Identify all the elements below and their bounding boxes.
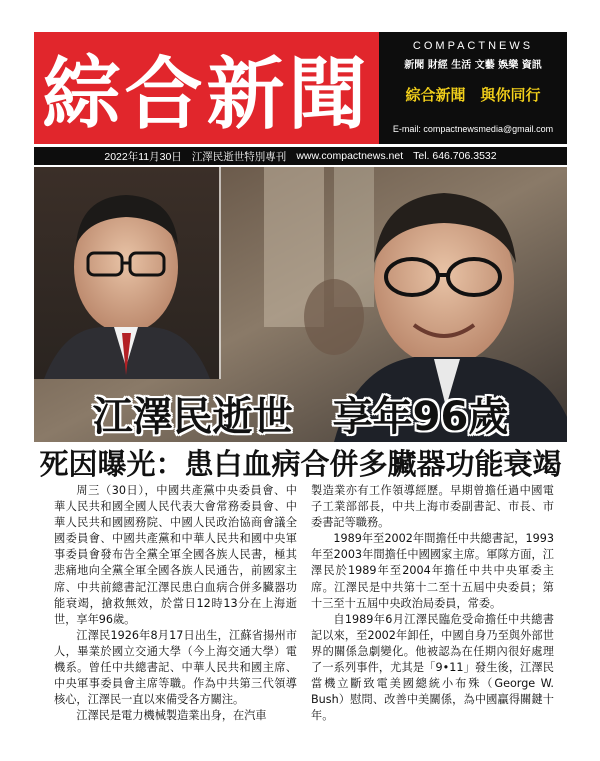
brand-panel (379, 32, 567, 144)
article-paragraph: 1989年至2002年間擔任中共總書記，1993年至2003年間擔任中國國家主席。軍隊方面，江澤民於1989年至2004年擔任中共中央軍委主席。江澤民是中共第十二至十五屆中央委員；第十三至十五屆中央政治局委員，常委。 (311, 532, 554, 610)
article-body (54, 483, 554, 753)
newspaper-logo: 綜合新聞 (42, 50, 371, 140)
website-link[interactable]: www.compactnews.net (296, 150, 404, 162)
article-column-left (54, 483, 297, 753)
brand-categories: 新聞 財經 生活 文藝 娛樂 資訊 (404, 60, 542, 71)
article-paragraph: 江澤民是電力機械製造業出身，在汽車 (76, 709, 267, 723)
main-headline (34, 384, 567, 442)
logo-block (34, 32, 379, 144)
subheadline: 死因曝光：患白血病合併多臟器功能衰竭 (39, 447, 562, 481)
headline-age: 享年96歲 (332, 393, 509, 440)
dateline-bar (34, 147, 567, 165)
article-paragraph: 製造業亦有工作領導經歷。早期曾擔任過中國電子工業部部長，中共上海市委副書記、市長、市委書記等職務。 (311, 484, 554, 530)
article-paragraph: 自1989年6月江澤民臨危受命擔任中共總書記以來，至2002年卸任，中國自身乃至與外部世界的關係急劇變化。他被認為在任期內很好處理了一系列事件，尤其是「9•11」發生後，江澤民當機立斷致電美國總統小布殊（George W. Bush）慰問、改善中美關係，為中國贏得關鍵十年。 (311, 612, 554, 723)
article-column-right (311, 483, 554, 753)
issue-date: 2022年11月30日 (104, 150, 182, 163)
article-paragraph: 周三（30日），中國共產黨中央委員會、中華人民共和國全國人民代表大會常務委員會、中華人民共和國國務院、中國人民政治協商會議全國委員會、中國共產黨和中華人民共和國中央軍事委員會發布告全黨全軍全國各族人民書，極其悲痛地向全黨全軍全國各族人民通告，前國家主席、中共前總書記江澤民患白血病合併多臟器功能衰竭，搶救無效，於當日12時13分在上海逝世，享年96歲。 (54, 484, 297, 626)
contact-email: E-mail: compactnewsmedia@gmail.com (392, 124, 554, 134)
masthead (34, 32, 567, 144)
edition-title: 江澤民逝世特別專刊 (191, 150, 287, 163)
brand-slogan: 綜合新聞 與你同行 (405, 86, 541, 104)
telephone: Tel. 646.706.3532 (413, 150, 497, 162)
brand-name: COMPACTNEWS (412, 40, 534, 52)
headline-name: 江澤民逝世 (92, 393, 293, 440)
article-paragraph: 江澤民1926年8月17日出生，江蘇省揚州市人，畢業於國立交通大學（今上海交通大學）電機系。曾任中共總書記、中華人民共和國主席、中央軍事委員會主席等職。作為中共第三代領導核心，江澤民一直以來備受各方關注。 (54, 628, 297, 707)
